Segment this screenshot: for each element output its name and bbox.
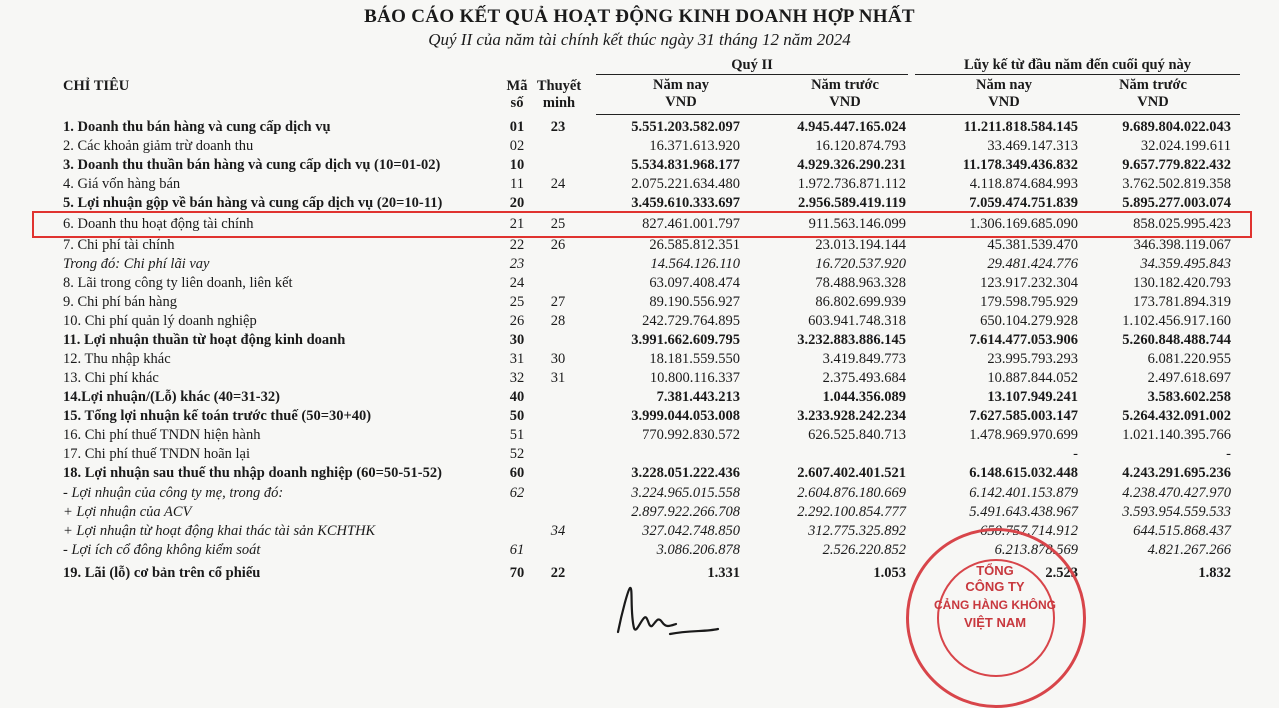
row-cumulative-last-year: 644.515.868.437 [1133,523,1231,539]
header-note-line1: Thuyết [536,78,582,94]
row-code: 31 [509,351,525,367]
row-code: 22 [509,237,525,253]
row-quarter-last-year: 1.053 [873,565,906,581]
row-indicator: Trong đó: Chi phí lãi vay [63,256,210,272]
row-code: 60 [509,465,525,481]
row-note: 34 [550,523,566,539]
header-last-year-label: Năm trước [811,77,879,93]
header-currency-label: VND [665,94,697,110]
row-indicator: 13. Chi phí khác [63,370,159,386]
row-quarter-last-year: 312.775.325.892 [808,523,906,539]
row-cumulative-last-year: 5.260.848.488.744 [1122,332,1231,348]
row-cumulative-last-year: 32.024.199.611 [1140,138,1231,154]
stamp-text-line1: TỔNG [976,563,1014,578]
row-cumulative-this-year: 11.211.818.584.145 [963,119,1078,135]
header-bottom-rule [596,114,1240,115]
row-cumulative-last-year: 130.182.420.793 [1133,275,1231,291]
header-currency-label: VND [829,94,861,110]
row-cumulative-this-year: 650.104.279.928 [980,313,1078,329]
row-quarter-last-year: 16.720.537.920 [815,256,906,272]
row-cumulative-this-year: 1.306.169.685.090 [969,216,1078,232]
header-rule-quarter [596,74,908,75]
row-cumulative-last-year: 3.762.502.819.358 [1122,176,1231,192]
row-indicator: 4. Giá vốn hàng bán [63,176,181,192]
row-cumulative-this-year: 29.481.424.776 [987,256,1078,272]
stamp-text-line2: CÔNG TY [965,579,1025,594]
row-note: 30 [550,351,566,367]
row-quarter-last-year: 2.607.402.401.521 [797,465,906,481]
row-note: 22 [550,565,566,581]
stamp-text-line3: CẢNG HÀNG KHÔNG [934,598,1056,612]
table-row [0,175,1279,194]
table-row [0,522,1279,541]
table-row [0,445,1279,464]
row-quarter-this-year: 26.585.812.351 [649,237,740,253]
table-row [0,312,1279,331]
row-cumulative-last-year: 3.593.954.559.533 [1122,504,1231,520]
row-cumulative-last-year: - [1226,446,1231,462]
row-indicator: + Lợi nhuận của ACV [63,504,192,520]
header-cumulative-this-year [929,77,1079,111]
signature-icon [600,582,720,637]
row-code: 70 [509,565,525,581]
row-code: 20 [509,195,525,211]
row-note: 28 [550,313,566,329]
row-quarter-last-year: 3.232.883.886.145 [797,332,906,348]
row-cumulative-this-year: - [1073,446,1078,462]
header-currency-label: VND [988,94,1020,110]
row-cumulative-this-year: 6.148.615.032.448 [969,465,1078,481]
row-quarter-last-year: 3.233.928.242.234 [797,408,906,424]
row-indicator: 1. Doanh thu bán hàng và cung cấp dịch vụ [63,119,331,135]
row-cumulative-this-year: 11.178.349.436.832 [962,157,1078,173]
row-note: 26 [550,237,566,253]
row-cumulative-this-year: 6.142.401.153.879 [969,485,1078,501]
row-indicator: 18. Lợi nhuận sau thuế thu nhập doanh nghiệp (60=50-51-52) [63,465,442,481]
row-quarter-this-year: 3.228.051.222.436 [631,465,740,481]
row-cumulative-last-year: 4.238.470.427.970 [1122,485,1231,501]
row-quarter-this-year: 3.086.206.878 [656,542,740,558]
report-title: BÁO CÁO KẾT QUẢ HOẠT ĐỘNG KINH DOANH HỢP NHẤT [364,6,915,27]
table-row [0,407,1279,426]
row-quarter-last-year: 23.013.194.144 [815,237,906,253]
row-indicator: 9. Chi phí bán hàng [63,294,177,310]
row-indicator: 15. Tổng lợi nhuận kế toán trước thuế (50=30+40) [63,408,372,424]
table-row [0,464,1279,483]
row-code: 52 [509,446,525,462]
report-subtitle: Quý II của năm tài chính kết thúc ngày 31 tháng 12 năm 2024 [428,30,851,49]
row-quarter-this-year: 3.459.610.333.697 [631,195,740,211]
row-quarter-last-year: 1.044.356.089 [822,389,906,405]
row-cumulative-last-year: 4.243.291.695.236 [1122,465,1231,481]
header-quarter-this-year [606,77,756,111]
row-code: 61 [509,542,525,558]
row-quarter-this-year: 2.075.221.634.480 [631,176,740,192]
row-code: 62 [509,485,525,501]
row-highlight-box [32,211,1252,238]
row-cumulative-this-year: 4.118.874.684.993 [969,176,1078,192]
row-cumulative-last-year: 5.264.432.091.002 [1122,408,1231,424]
row-quarter-this-year: 770.992.830.572 [642,427,740,443]
row-cumulative-this-year: 7.614.477.053.906 [969,332,1078,348]
row-indicator: 3. Doanh thu thuần bán hàng và cung cấp dịch vụ (10=01-02) [63,157,441,173]
row-quarter-last-year: 78.488.963.328 [815,275,906,291]
row-indicator: 6. Doanh thu hoạt động tài chính [63,216,254,232]
header-this-year-label: Năm nay [653,77,709,93]
table-row [0,236,1279,255]
row-note: 31 [550,370,566,386]
row-code: 01 [509,119,525,135]
table-row [0,274,1279,293]
row-quarter-last-year: 3.419.849.773 [822,351,906,367]
row-cumulative-last-year: 6.081.220.955 [1147,351,1231,367]
header-group-cumulative: Lũy kế từ đầu năm đến cuối quý này [963,57,1192,73]
row-cumulative-this-year: 13.107.949.241 [987,389,1078,405]
table-row [0,350,1279,369]
row-code: 11 [510,176,524,192]
row-code: 50 [509,408,525,424]
row-cumulative-this-year: 2.523 [1045,565,1078,581]
row-quarter-last-year: 4.945.447.165.024 [797,119,906,135]
header-currency-label: VND [1137,94,1169,110]
table-row [0,564,1279,583]
row-quarter-last-year: 86.802.699.939 [815,294,906,310]
row-quarter-last-year: 603.941.748.318 [808,313,906,329]
row-quarter-last-year: 2.956.589.419.119 [798,195,906,211]
row-cumulative-this-year: 1.478.969.970.699 [969,427,1078,443]
table-row [0,388,1279,407]
row-cumulative-last-year: 346.398.119.067 [1133,237,1231,253]
row-indicator: 7. Chi phí tài chính [63,237,175,253]
row-cumulative-last-year: 1.102.456.917.160 [1122,313,1231,329]
table-row [0,255,1279,274]
row-indicator: - Lợi ích cổ đông không kiểm soát [63,542,261,558]
row-quarter-last-year: 2.292.100.854.777 [797,504,906,520]
header-note-line2: minh [542,95,576,111]
row-quarter-this-year: 10.800.116.337 [649,370,740,386]
row-cumulative-this-year: 33.469.147.313 [987,138,1078,154]
row-code: 24 [509,275,525,291]
row-indicator: 11. Lợi nhuận thuần từ hoạt động kinh doanh [63,332,346,348]
row-code: 10 [509,157,525,173]
row-quarter-last-year: 1.972.736.871.112 [797,176,906,192]
row-quarter-this-year: 3.999.044.053.008 [631,408,740,424]
row-quarter-last-year: 911.563.146.099 [808,216,906,232]
row-quarter-last-year: 626.525.840.713 [808,427,906,443]
header-indicator: CHỈ TIÊU [63,78,130,94]
header-group-quarter: Quý II [731,57,773,73]
row-note: 24 [550,176,566,192]
row-quarter-this-year: 5.534.831.968.177 [631,157,740,173]
row-code: 32 [509,370,525,386]
row-quarter-this-year: 5.551.203.582.097 [631,119,740,135]
table-row [0,484,1279,503]
row-quarter-this-year: 327.042.748.850 [642,523,740,539]
row-cumulative-last-year: 34.359.495.843 [1140,256,1231,272]
row-quarter-this-year: 14.564.126.110 [650,256,740,272]
table-row [0,118,1279,137]
row-cumulative-this-year: 5.491.643.438.967 [969,504,1078,520]
row-code: 51 [509,427,525,443]
row-quarter-this-year: 1.331 [707,565,740,581]
row-quarter-this-year: 2.897.922.266.708 [631,504,740,520]
row-cumulative-this-year: 7.059.474.751.839 [969,195,1078,211]
row-note: 27 [550,294,566,310]
table-row [0,426,1279,445]
row-quarter-last-year: 16.120.874.793 [815,138,906,154]
row-quarter-this-year: 3.224.965.015.558 [631,485,740,501]
row-code: 40 [509,389,525,405]
row-indicator: 5. Lợi nhuận gộp về bán hàng và cung cấp dịch vụ (20=10-11) [63,195,443,211]
row-cumulative-this-year: 123.917.232.304 [980,275,1078,291]
row-indicator: 12. Thu nhập khác [63,351,171,367]
row-indicator: 2. Các khoản giảm trừ doanh thu [63,138,254,154]
stamp-text-line4: VIỆT NAM [963,615,1027,630]
row-cumulative-last-year: 3.583.602.258 [1147,389,1231,405]
row-cumulative-last-year: 9.689.804.022.043 [1122,119,1231,135]
row-cumulative-last-year: 5.895.277.003.074 [1122,195,1231,211]
row-indicator: 14.Lợi nhuận/(Lỗ) khác (40=31-32) [63,389,280,405]
row-cumulative-last-year: 858.025.995.423 [1133,216,1231,232]
table-row [0,293,1279,312]
row-quarter-this-year: 7.381.443.213 [656,389,740,405]
header-code-line2: số [510,95,524,111]
table-row [0,156,1279,175]
header-rule-cumulative [915,74,1240,75]
row-indicator: - Lợi nhuận của công ty mẹ, trong đó: [63,485,284,501]
header-last-year-label: Năm trước [1119,77,1187,93]
row-note: 25 [550,216,566,232]
table-row [0,137,1279,156]
row-code: 30 [509,332,525,348]
header-code-line1: Mã [506,78,528,94]
row-cumulative-this-year: 179.598.795.929 [980,294,1078,310]
row-cumulative-this-year: 7.627.585.003.147 [969,408,1078,424]
header-note [534,78,584,112]
row-indicator: + Lợi nhuận từ hoạt động khai thác tài sản KCHTHK [63,523,376,539]
row-quarter-last-year: 2.604.876.180.669 [797,485,906,501]
row-cumulative-this-year: 650.757.714.912 [980,523,1078,539]
row-indicator: 10. Chi phí quản lý doanh nghiệp [63,313,257,329]
row-indicator: 17. Chi phí thuế TNDN hoãn lại [63,446,251,462]
row-cumulative-this-year: 23.995.793.293 [987,351,1078,367]
row-quarter-this-year: 827.461.001.797 [642,216,740,232]
row-code: 26 [509,313,525,329]
row-quarter-this-year: 3.991.662.609.795 [631,332,740,348]
row-quarter-this-year: 63.097.408.474 [649,275,740,291]
row-quarter-last-year: 2.526.220.852 [822,542,906,558]
row-quarter-this-year: 242.729.764.895 [642,313,740,329]
header-code [497,78,537,112]
row-quarter-last-year: 2.375.493.684 [822,370,906,386]
row-indicator: 8. Lãi trong công ty liên doanh, liên kết [63,275,293,291]
row-cumulative-last-year: 4.821.267.266 [1147,542,1231,558]
row-code: 02 [509,138,525,154]
row-cumulative-last-year: 1.021.140.395.766 [1122,427,1231,443]
table-row [0,541,1279,560]
row-cumulative-last-year: 173.781.894.319 [1133,294,1231,310]
header-quarter-last-year [770,77,920,111]
row-code: 21 [509,216,525,232]
header-this-year-label: Năm nay [976,77,1032,93]
row-cumulative-this-year: 6.213.878.569 [994,542,1078,558]
row-quarter-last-year: 4.929.326.290.231 [797,157,906,173]
row-cumulative-this-year: 10.887.844.052 [987,370,1078,386]
table-row [0,503,1279,522]
header-cumulative-last-year [1078,77,1228,111]
table-row [0,331,1279,350]
row-indicator: 16. Chi phí thuế TNDN hiện hành [63,427,261,443]
row-note: 23 [550,119,566,135]
row-indicator: 19. Lãi (lỗ) cơ bản trên cổ phiếu [63,565,261,581]
row-cumulative-this-year: 45.381.539.470 [987,237,1078,253]
row-code: 23 [509,256,525,272]
table-row [0,369,1279,388]
row-quarter-this-year: 89.190.556.927 [649,294,740,310]
row-quarter-this-year: 16.371.613.920 [649,138,740,154]
row-cumulative-last-year: 9.657.779.822.432 [1122,157,1231,173]
row-quarter-this-year: 18.181.559.550 [649,351,740,367]
row-code: 25 [509,294,525,310]
row-cumulative-last-year: 1.832 [1198,565,1231,581]
row-cumulative-last-year: 2.497.618.697 [1147,370,1231,386]
